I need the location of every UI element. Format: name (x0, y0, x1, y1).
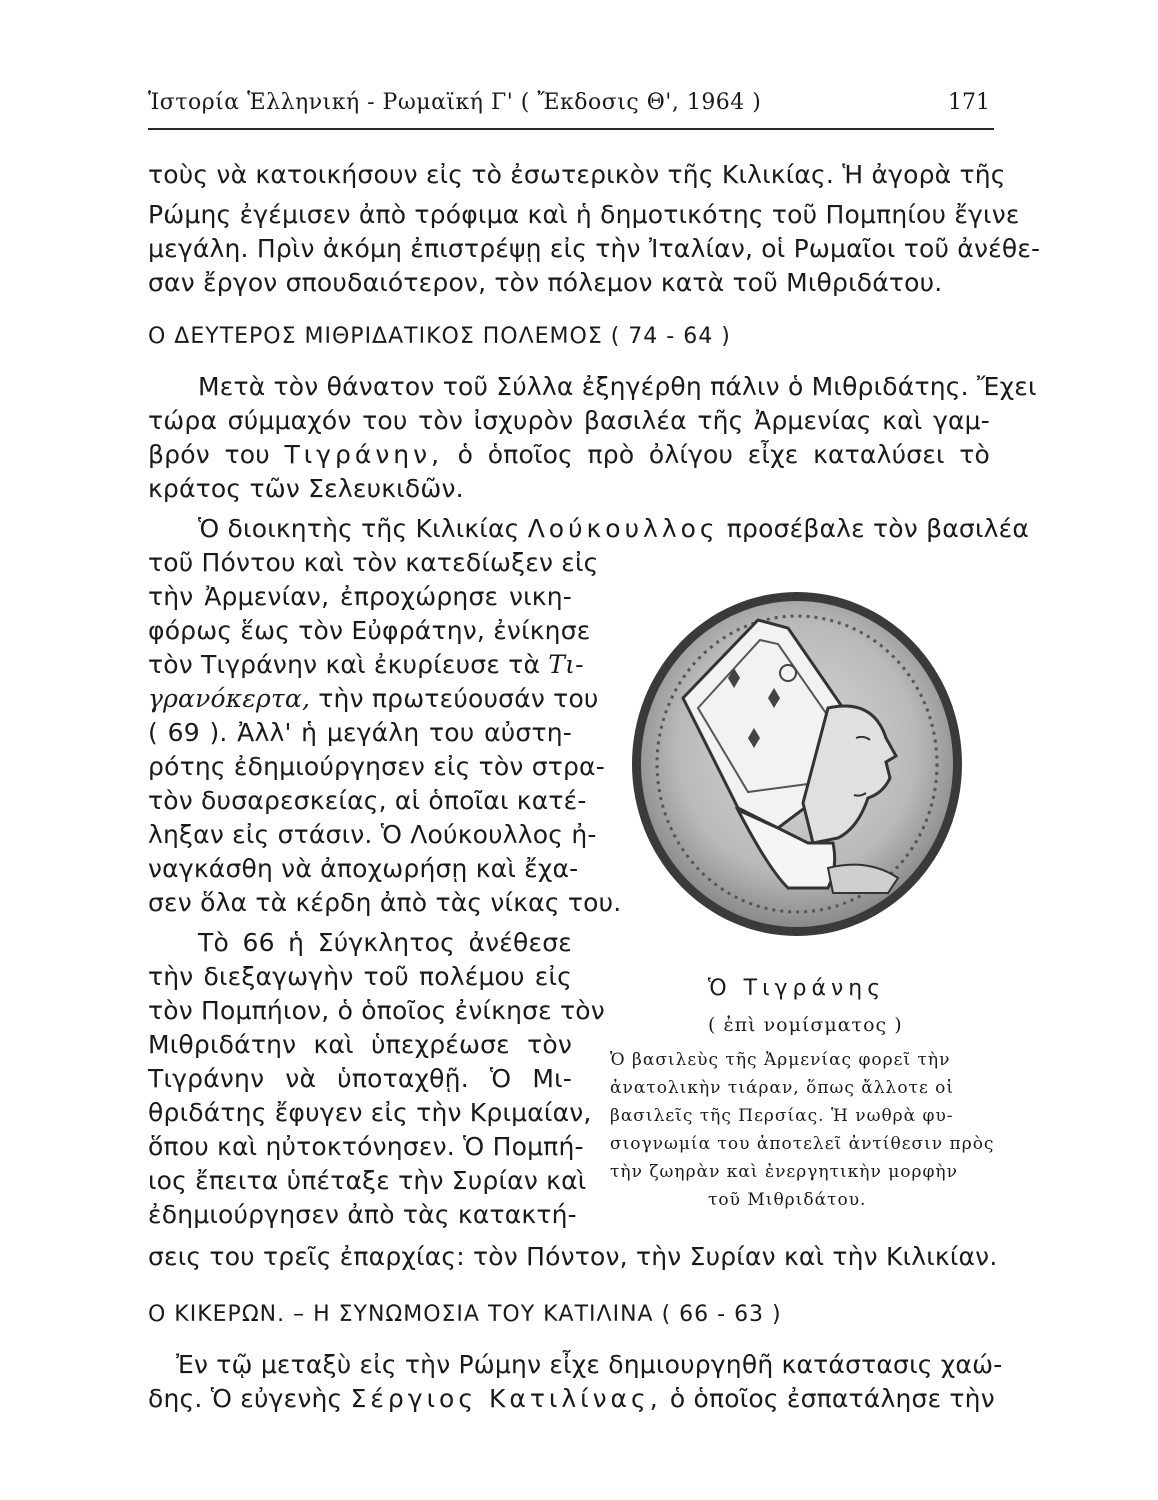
text-line: τὸν Πομπήιον, ὁ ὁποῖος ἐνίκησε τὸν (148, 996, 605, 1025)
text-line: ( 69 ). Ἀλλ' ἡ μεγάλη του αὐστη- (148, 718, 572, 747)
text-span: τὸν Τιγράνην καὶ ἐκυρίευσε τὰ (148, 650, 541, 679)
section-heading: Ο ΚΙΚΕΡΩΝ. – Η ΣΥΝΩΜΟΣΙΑ ΤΟΥ ΚΑΤΙΛΙΝΑ ( 66 - 63 ) (148, 1302, 782, 1327)
coin-image-tigranes (628, 588, 966, 940)
text-line: τώρα σύμμαχόν του τὸν ἰσχυρὸν βασιλέα τῆς Ἀρμενίας καὶ γαμ- (148, 406, 990, 435)
text-line (198, 512, 1030, 546)
text-line: ιος ἔπειτα ὑπέταξε τὴν Συρίαν καὶ (148, 1166, 587, 1195)
text-line: ἐδημιούργησεν ἀπὸ τὰς κατακτή- (148, 1200, 577, 1229)
text-line: τοὺς νὰ κατοικήσουν εἰς τὸ ἐσωτερικὸν τῆς Κιλικίας. Ἡ ἀγορὰ τῆς (148, 160, 1006, 189)
text-line: σεις του τρεῖς ἐπαρχίας: τὸν Πόντον, τὴν Συρίαν καὶ τὴν Κιλικίαν. (148, 1242, 998, 1271)
header-title: Ἱστορία Ἑλληνική - Ρωμαϊκή Γ' ( Ἔκδοσις Θ', 1964 ) (148, 90, 762, 115)
text-span: βρόν του (148, 440, 270, 469)
text-line: μεγάλη. Πρὶν ἀκόμη ἐπιστρέψῃ εἰς τὴν Ἰταλίαν, οἱ Ρωμαῖοι τοῦ ἀνέθε- (148, 234, 1041, 263)
text-line (148, 438, 990, 472)
text-line: ναγκάσθη νὰ ἀποχωρήσῃ καὶ ἔχα- (148, 854, 579, 883)
text-span: τὴν πρωτεύουσάν του (318, 684, 599, 713)
text-line (148, 682, 599, 716)
text-line (148, 1382, 995, 1416)
text-line: ρότης ἐδημιούργησεν εἰς τὸν στρα- (148, 752, 605, 781)
text-line: Μιθριδάτην καὶ ὑπεχρέωσε τὸν (148, 1030, 572, 1059)
caption-line: τοῦ Μιθριδάτου. (708, 1190, 867, 1210)
text-line: Μετὰ τὸν θάνατον τοῦ Σύλλα ἐξηγέρθη πάλιν ὁ Μιθριδάτης. Ἔχει (198, 372, 1037, 401)
italic-place-name: Τι- (548, 650, 584, 679)
text-line: θριδάτης ἔφυγεν εἰς τὴν Κριμαίαν, (148, 1098, 592, 1127)
text-span: ὁ ὁποῖος ἐσπατάλησε τὴν (669, 1384, 995, 1413)
section-heading: Ο ΔΕΥΤΕΡΟΣ ΜΙΘΡΙΔΑΤΙΚΟΣ ΠΟΛΕΜΟΣ ( 74 - 64 ) (148, 324, 731, 349)
text-line: ληξαν εἰς στάσιν. Ὁ Λούκουλλος ἠ- (148, 820, 597, 849)
text-line: ὅπου καὶ ηὐτοκτόνησεν. Ὁ Πομπή- (148, 1132, 584, 1161)
text-line: φόρως ἕως τὸν Εὐφράτην, ἐνίκησε (148, 616, 591, 645)
text-span: προσέβαλε τὸν βασιλέα (726, 514, 1030, 543)
running-header (148, 88, 994, 130)
caption-line: τὴν ζωηρὰν καὶ ἐνεργητικὴν μορφὴν (610, 1162, 958, 1182)
text-span: ὁ ὁποῖος πρὸ ὀλίγου εἶχε καταλύσει τὸ (457, 440, 991, 469)
text-line: Τιγράνην νὰ ὑποταχθῇ. Ὁ Μι- (148, 1064, 572, 1093)
person-name-tigranes: Τιγράνην, (284, 440, 444, 469)
text-line: κράτος τῶν Σελευκιδῶν. (148, 474, 464, 503)
person-name-lucullus: Λούκουλλος (527, 514, 719, 543)
caption-line: Ὁ βασιλεὺς τῆς Ἀρμενίας φορεῖ τὴν (610, 1050, 951, 1070)
person-name-catiline: Σέργιος Κατιλίνας, (350, 1384, 662, 1413)
text-line: σεν ὅλα τὰ κέρδη ἀπὸ τὰς νίκας του. (148, 888, 622, 917)
caption-title: Ὁ Τιγράνης (708, 976, 886, 1001)
text-line (148, 648, 584, 682)
caption-line: βασιλεῖς τῆς Περσίας. Ἡ νωθρὰ φυ- (610, 1106, 954, 1126)
page-number: 171 (948, 90, 990, 115)
caption-line: σιογνωμία του ἀποτελεῖ ἀντίθεσιν πρὸς (610, 1134, 995, 1154)
caption-line: ἀνατολικὴν τιάραν, ὅπως ἄλλοτε οἱ (610, 1078, 955, 1098)
text-line: σαν ἔργον σπουδαιότερον, τὸν πόλεμον κατὰ τοῦ Μιθριδάτου. (148, 268, 943, 297)
text-line: Ἐν τῷ μεταξὺ εἰς τὴν Ρώμην εἶχε δημιουργηθῆ κατάστασις χαώ- (176, 1350, 1003, 1379)
text-line: τὴν διεξαγωγὴν τοῦ πολέμου εἰς (148, 962, 572, 991)
text-line: τοῦ Πόντου καὶ τὸν κατεδίωξεν εἰς (148, 548, 599, 577)
text-line: τὴν Ἀρμενίαν, ἐπροχώρησε νικη- (148, 582, 572, 611)
text-span: δης. Ὁ εὐγενὴς (148, 1384, 343, 1413)
text-line: τὸν δυσαρεσκείας, αἱ ὁποῖαι κατέ- (148, 786, 587, 815)
text-span: Ὁ διοικητὴς τῆς Κιλικίας (198, 514, 520, 543)
caption-subtitle: ( ἐπὶ νομίσματος ) (708, 1014, 903, 1036)
text-line: Τὸ 66 ἡ Σύγκλητος ἀνέθεσε (198, 928, 572, 957)
italic-place-name: γρανόκερτα, (148, 684, 311, 713)
text-line: Ρώμης ἐγέμισεν ἀπὸ τρόφιμα καὶ ἡ δημοτικότης τοῦ Πομπηίου ἔγινε (148, 200, 1020, 229)
